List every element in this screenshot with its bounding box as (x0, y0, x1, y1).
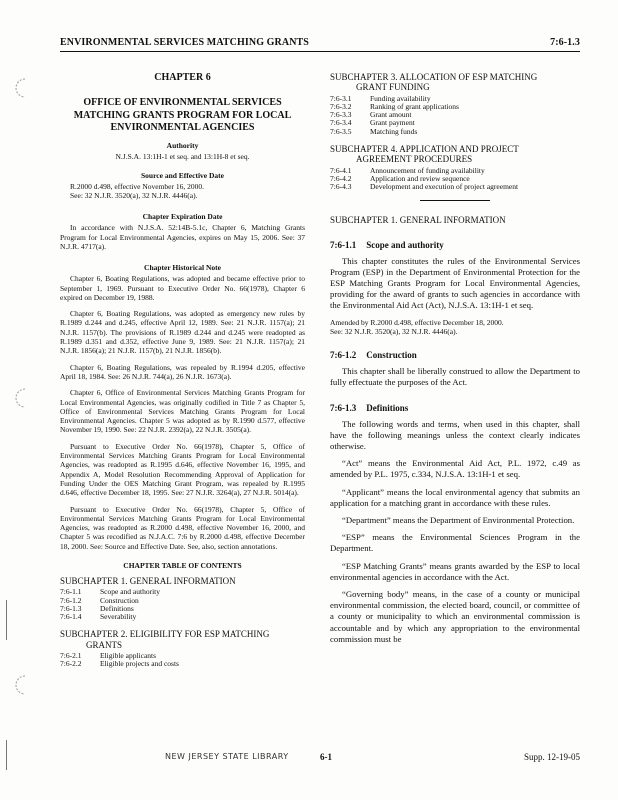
toc-section-list (330, 167, 518, 192)
toc-section-number: 7:6-3.5 (330, 126, 352, 136)
definition-paragraph: “ESP Matching Grants” means grants awarded by the ESP to local environmental agencies in accordance with the Act. (330, 560, 580, 582)
chapter-title-line: MATCHING GRANTS PROGRAM FOR LOCAL (73, 109, 292, 121)
toc-section-title: Severability (100, 612, 137, 622)
toc-section-number: 7:6-3.3 (330, 110, 352, 120)
chapter-title-line: ENVIRONMENTAL AGENCIES (110, 122, 255, 133)
toc-section-number: 7:6-3.2 (330, 101, 352, 111)
section-title: Definitions (366, 402, 409, 413)
section-paragraph: The following words and terms, when used in this chapter, shall have the following meanings unless the context clearly indicates otherwise. (330, 418, 580, 451)
toc-section-number: 7:6-1.1 (60, 587, 82, 597)
header-rule (60, 51, 580, 52)
toc-subchapter-heading-line: GRANT FUNDING (356, 82, 430, 93)
history-note: Chapter 6, Boating Regulations, was adopted and became effective prior to September 1, 1969. Pursuant to Executive Order No. 66(1978), Chapter 6 expired on December 19, 1988. (60, 274, 305, 302)
section-number: 7:6-1.1 (330, 239, 357, 250)
chapter-title (60, 97, 305, 135)
toc-subchapter-heading-line: SUBCHAPTER 1. GENERAL INFORMATION (60, 576, 236, 586)
section-divider (420, 200, 490, 201)
toc-section-number: 7:6-2.1 (60, 651, 82, 661)
source-heading: Source and Effective Date (141, 170, 224, 180)
history-note: Pursuant to Executive Order No. 66(1978), Chapter 5, Office of Environmental Services Matching Grants Program for Local Environmental Agencies, was readopted as R.2000 d.498, effective November 16, 2000, and Chapter 5 was recodified as N.J.A.C. 7:6 by R.2000 d.498, effective December 18, 2000. See: Source and Effective Date. See, also, section annotations. (60, 504, 305, 551)
toc-section-title: Grant payment (370, 118, 415, 128)
section-heading (330, 403, 580, 414)
section-paragraph: This chapter constitutes the rules of the Environmental Services Program (ESP) in the Department of Environmental Protection for the ESP Matching Grants Program for Local Environmental Agencies, providing for the award of grants to such agencies in accordance with the Environmental Aid Act (Act), N.J.S.A. 13:1H-1 et seq. (330, 255, 580, 311)
running-header-title: ENVIRONMENTAL SERVICES MATCHING GRANTS (60, 37, 309, 48)
punch-hole-mark-top (14, 78, 26, 98)
running-header-section: 7:6-1.3 (550, 37, 580, 48)
section-title: Scope and authority (366, 239, 444, 250)
toc-title: CHAPTER TABLE OF CONTENTS (123, 561, 242, 570)
toc-subchapter-heading (60, 629, 305, 650)
toc-section-number: 7:6-4.1 (330, 165, 352, 175)
expiration-text: In accordance with N.J.S.A. 52:14B-5.1c, Chapter 6, Matching Grants Program for Local Environmental Agencies, expires on May 15, 2006. See: 37 N.J.R. 4717(a). (60, 223, 305, 251)
definition-paragraph: “Governing body” means, in the case of a county or municipal environmental commission, the elected board, council, or committee of a county or municipality to which an environmental commission is accountable and by which any appropriation to the environmental commission must be (330, 589, 580, 644)
toc-section-title: Definitions (100, 603, 134, 613)
section-number: 7:6-1.3 (330, 402, 357, 413)
toc-section-list (60, 588, 160, 621)
toc-section-number: 7:6-2.2 (60, 659, 82, 669)
toc-section-title: Eligible applicants (100, 651, 157, 661)
toc-subchapter-heading (330, 72, 580, 93)
right-column (330, 72, 580, 651)
section-heading (330, 350, 580, 361)
toc-section-title: Funding availability (370, 93, 431, 103)
authority-text: N.J.S.A. 13:1H-1 et seq. and 13:1H-8 et seq. (115, 151, 250, 161)
toc-section-title: Ranking of grant applications (370, 101, 459, 111)
definition-paragraph: “Department” means the Department of Environmental Protection. (342, 515, 575, 525)
chapter-number: CHAPTER 6 (154, 72, 211, 83)
history-heading: Chapter Historical Note (144, 263, 221, 273)
punch-hole-mark-bottom (14, 675, 26, 695)
toc-section-title: Grant amount (370, 110, 412, 120)
definition-paragraph: “Applicant” means the local environmental agency that submits an application for a matching grant in accordance with these rules. (330, 486, 580, 508)
toc-section-title: Scope and authority (100, 587, 160, 597)
supplement-date: Supp. 12-19-05 (524, 752, 580, 762)
toc-subchapter-heading-line: SUBCHAPTER 2. ELIGIBILITY FOR ESP MATCHING (60, 629, 270, 640)
margin-scan-line-bottom (6, 740, 7, 770)
section-paragraph: This chapter shall be liberally construed to allow the Department to fully effectuate the purposes of the Act. (330, 366, 580, 388)
toc-section-title: Development and execution of project agreement (370, 182, 519, 192)
page-footer (60, 752, 580, 766)
toc-row[interactable] (330, 183, 518, 191)
amendment-note (330, 318, 580, 337)
amendment-line: See: 32 N.J.R. 3520(a), 32 N.J.R. 4446(a). (330, 326, 458, 336)
toc-subchapter-heading-line: SUBCHAPTER 3. ALLOCATION OF ESP MATCHING (330, 72, 538, 82)
margin-scan-line (6, 600, 7, 640)
source-line: R.2000 d.498, effective November 16, 2000. (70, 181, 205, 191)
section-title: Construction (366, 350, 417, 361)
section-number: 7:6-1.2 (330, 350, 357, 361)
toc-section-number: 7:6-1.2 (60, 595, 82, 605)
toc-section-number: 7:6-1.3 (60, 603, 82, 613)
toc-row[interactable] (330, 128, 459, 136)
toc-section-number: 7:6-3.1 (330, 93, 352, 103)
definition-paragraph: “Act” means the Environmental Aid Act, P.L. 1972, c.49 as amended by P.L. 1975, c.334, N.J.S.A. 13:1H-1 et seq. (330, 458, 580, 480)
chapter-title-line: OFFICE OF ENVIRONMENTAL SERVICES (83, 97, 282, 108)
authority-heading: Authority (166, 140, 199, 150)
subchapter-heading: SUBCHAPTER 1. GENERAL INFORMATION (330, 214, 506, 225)
history-note: Chapter 6, Office of Environmental Services Matching Grants Program for Local Environmental Agencies, was originally codified in Title 7 as Chapter 5, Office of Environmental Services Matching Grants Program for Local Environmental Agencies. Chapter 5 was adopted as by R.1990 d.577, effective November 19, 1990. See: 22 N.J.R. 2392(a), 22 N.J.R. 3505(a). (60, 388, 305, 435)
history-note: Chapter 6, Boating Regulations, was repealed by R.1994 d.205, effective April 18, 1984. See: 26 N.J.R. 744(a), 26 N.J.R. 1673(a). (60, 362, 305, 381)
history-note: Pursuant to Executive Order No. 66(1978), Chapter 5, Office of Environmental Services Matching Grants Program for Local Environmental Agencies, was readopted as R.1995 d.646, effective November 16, 1995, and Appendix A, Model Resolution Recommending Approval of Application for Funding Under the OES Matching Grant Program, was repealed by R.1995 d.646, effective December 18, 1995. See: 27 N.J.R. 3264(a), 27 N.J.R. 5014(a). (60, 441, 305, 498)
toc-section-number: 7:6-4.2 (330, 173, 352, 183)
toc-subchapter-heading (330, 144, 580, 165)
toc-subchapter-heading-line: AGREEMENT PROCEDURES (356, 154, 473, 165)
toc-section-title: Construction (100, 595, 139, 605)
toc-section-list (60, 652, 179, 669)
expiration-heading: Chapter Expiration Date (142, 212, 223, 222)
toc-row[interactable] (60, 660, 179, 668)
history-note: Chapter 6, Boating Regulations, was adopted as emergency new rules by R.1989 d.244 and d.245, effective April 12, 1989. See: 21 N.J.R. 1157(a); 21 N.J.R. 1157(b). The provisions of R.1989 d.244 and d.245 were readopted as R.1989 d.351 and d.352, effective June 9, 1989. See: 21 N.J.R. 1157(a); 21 N.J.R. 1856(a); 21 N.J.R. 1157(b), 21 N.J.R. 1856(b). (60, 309, 305, 356)
toc-section-list (330, 95, 459, 136)
toc-subchapter-heading-line: GRANTS (86, 639, 123, 650)
toc-subchapter-heading-line: SUBCHAPTER 4. APPLICATION AND PROJECT (330, 144, 519, 155)
toc-subchapter-heading (60, 576, 305, 586)
amendment-line: Amended by R.2000 d.498, effective December 18, 2000. (330, 317, 504, 327)
toc-section-title: Announcement of funding availability (370, 165, 485, 175)
running-header (60, 37, 580, 49)
toc-section-title: Matching funds (370, 126, 418, 136)
toc-section-title: Application and review sequence (370, 173, 470, 183)
library-stamp: NEW JERSEY STATE LIBRARY (165, 752, 289, 761)
toc-section-number: 7:6-4.3 (330, 182, 352, 192)
definition-paragraph: “ESP” means the Environmental Sciences Program in the Department. (330, 532, 580, 554)
page-number: 6-1 (320, 752, 332, 762)
left-column (60, 72, 305, 677)
toc-section-title: Eligible projects and costs (100, 659, 179, 669)
punch-hole-mark-middle (14, 388, 26, 408)
toc-section-number: 7:6-1.4 (60, 612, 82, 622)
source-line: See: 32 N.J.R. 3520(a), 32 N.J.R. 4446(a). (70, 191, 198, 201)
section-heading (330, 240, 580, 251)
toc-row[interactable] (60, 613, 160, 621)
toc-section-number: 7:6-3.4 (330, 118, 352, 128)
